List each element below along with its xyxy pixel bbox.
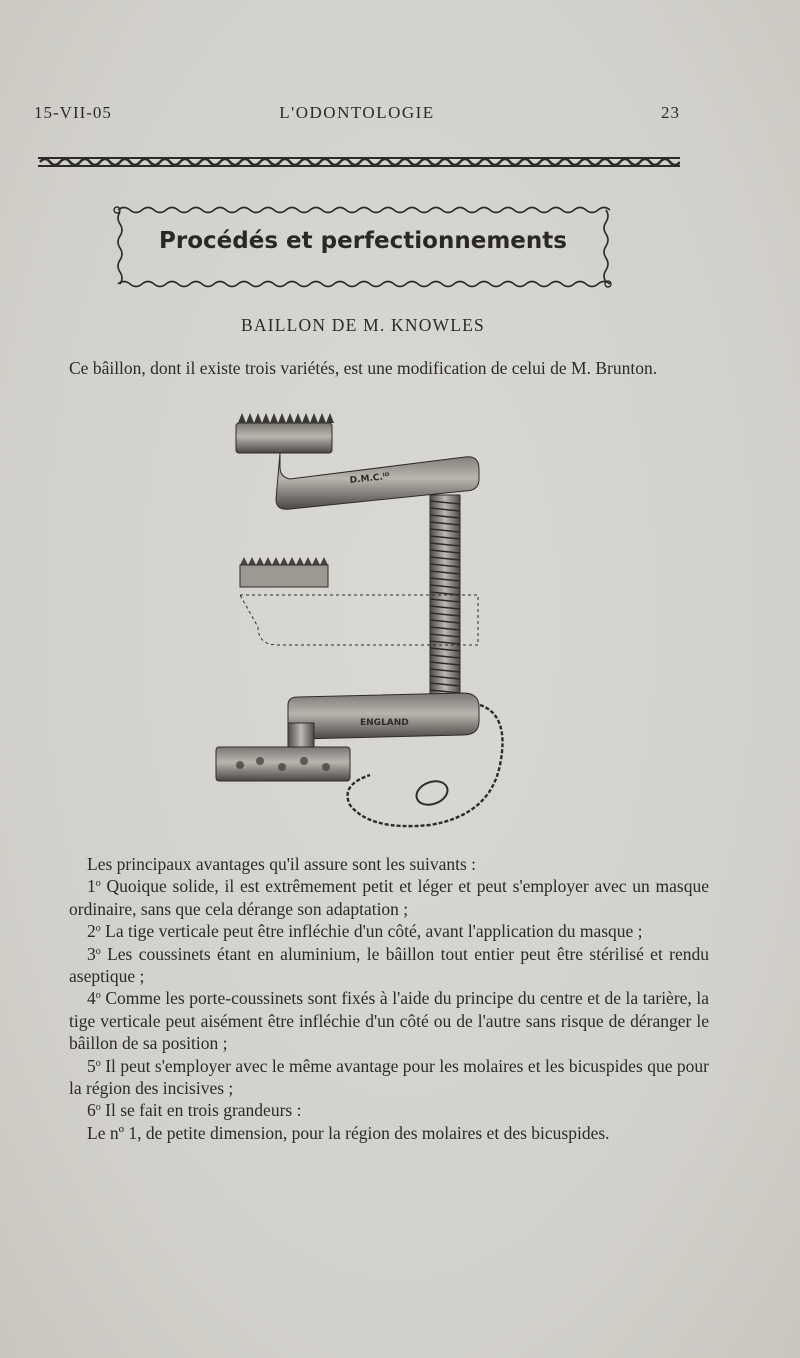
item-number: 1: [87, 876, 96, 897]
item-text: La tige verticale peut être infléchie d'un côté, avant l'application du masque ;: [100, 921, 643, 942]
lead-paragraph: Les principaux avantages qu'il assure sont les suivants :: [87, 854, 477, 874]
intro-text: Ce bâillon, dont il existe trois variétés, est une modification de celui de M. Brunton.: [69, 358, 658, 378]
item-number: 4: [87, 988, 96, 1009]
item-number: 3: [87, 943, 96, 964]
item-text: Les coussinets étant en aluminium, le bâillon tout entier peut être stérilisé et rendu aseptique ;: [69, 943, 709, 987]
arm-engraving-upper: D.M.C.ᴵᴰ: [349, 471, 391, 486]
ordinal-mark: o: [95, 945, 101, 957]
article-title: BAILLON DE M. KNOWLES: [241, 315, 485, 335]
ordinal-mark: o: [95, 990, 101, 1002]
ordinal-mark: o: [95, 1102, 101, 1114]
decorative-rule: [38, 155, 680, 169]
page-number: 23: [661, 103, 680, 122]
journal-title: L'ODONTOLOGIE: [279, 103, 435, 122]
list-item: [69, 920, 709, 942]
issue-date: 15-VII-05: [34, 103, 112, 122]
upper-pad: [236, 413, 334, 453]
item-text: Il se fait en trois grandeurs :: [100, 1100, 302, 1121]
ordinal-mark: o: [95, 923, 101, 935]
list-item: [69, 943, 709, 988]
mouth-gag-illustration: [200, 405, 520, 845]
list-item: [69, 987, 709, 1054]
arm-engraving-lower: ENGLAND: [360, 718, 409, 728]
list-item: [69, 1099, 709, 1121]
ordinal-mark: o: [95, 1057, 101, 1069]
item-number: 6: [87, 1100, 96, 1121]
item-text: Quoique solide, il est extrêmement petit et léger et peut s'employer avec un masque ordinaire, sans que cela dérange son adaptation ;: [69, 876, 709, 919]
list-item: [69, 875, 709, 920]
last-paragraph: Le nº 1, de petite dimension, pour la région des molaires et des bicuspides.: [87, 1122, 610, 1143]
section-title: Procédés et perfectionnements: [159, 228, 567, 254]
item-text: Il peut s'employer avec le même avantage pour les molaires et les bicuspides que pour la région des incisives ;: [69, 1055, 709, 1099]
running-head: [34, 103, 680, 129]
ordinal-mark: o: [95, 878, 101, 890]
intro-paragraph: [69, 357, 709, 379]
item-number: 5: [87, 1055, 96, 1076]
section-title-frame: [112, 200, 614, 290]
article-body: [69, 853, 709, 1144]
item-text: Comme les porte-coussinets sont fixés à l'aide du principe du centre et de la tarière, la tige verticale peut aisément être infléchie d'un côté ou de l'autre sans risque de déranger le bâillon de sa position ;: [69, 988, 709, 1054]
item-number: 2: [87, 921, 96, 942]
screw-column: [430, 495, 460, 715]
list-item: [69, 1055, 709, 1100]
